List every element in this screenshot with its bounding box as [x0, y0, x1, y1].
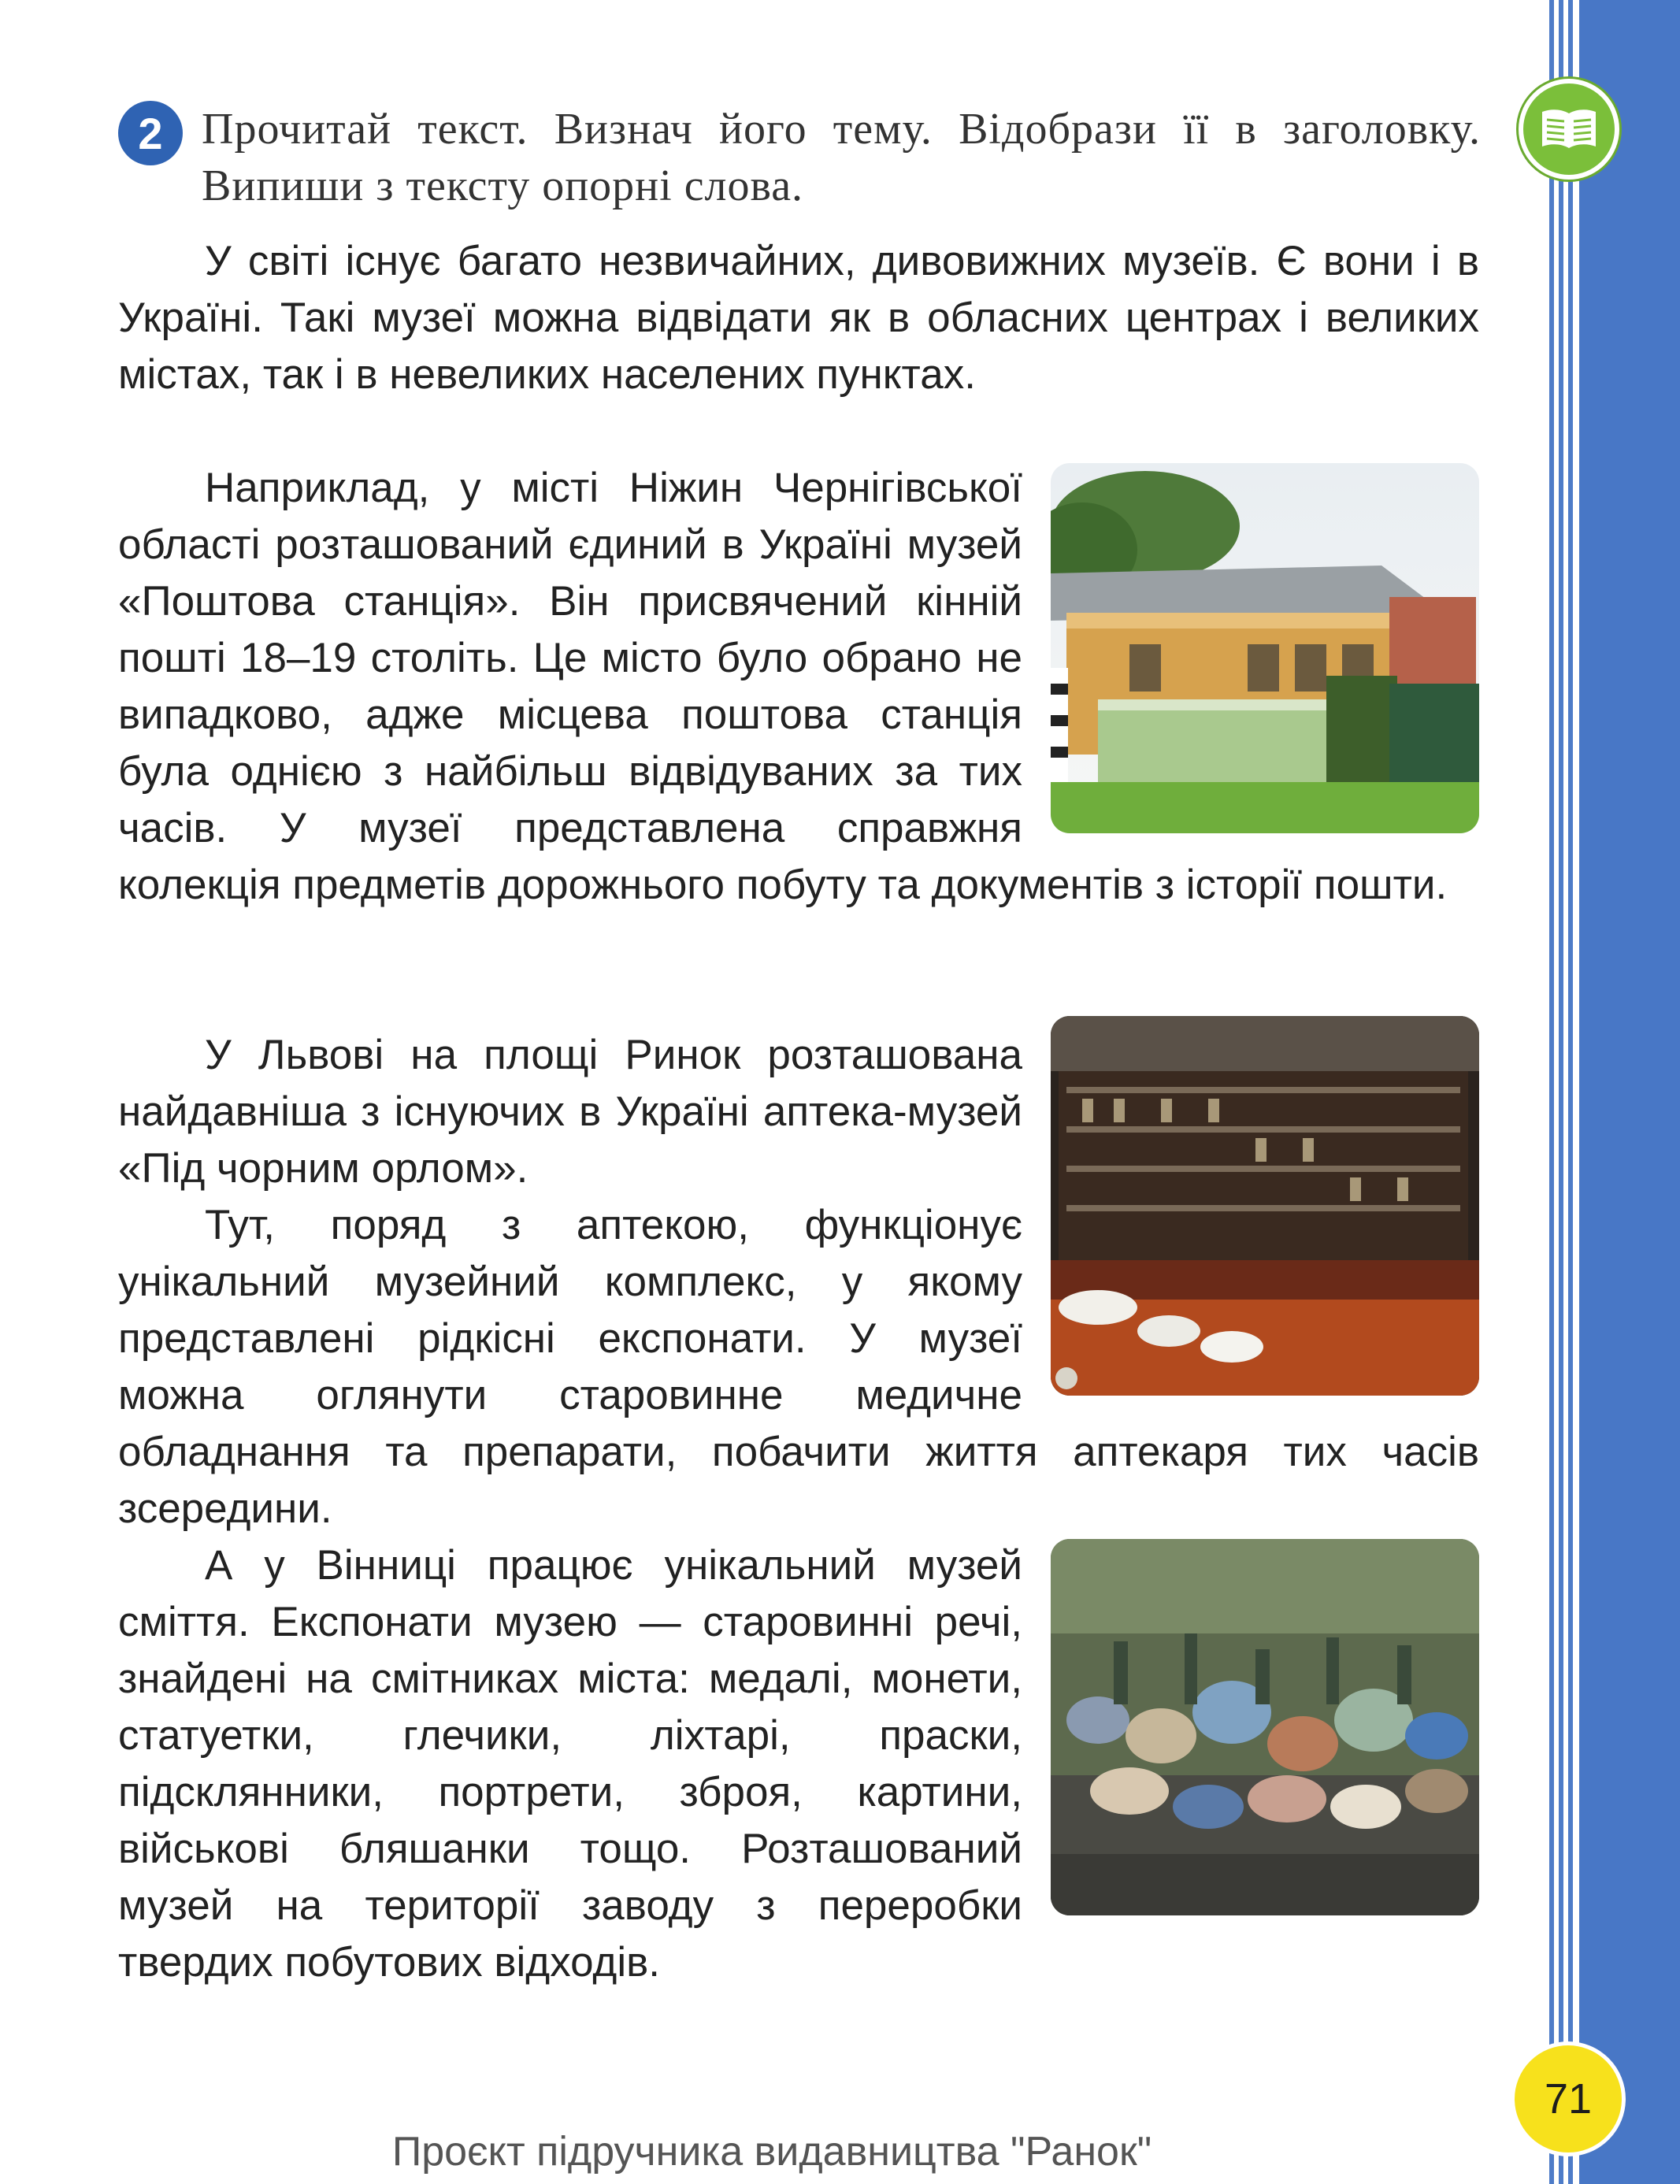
- text-block-lviv: [118, 1027, 1479, 1537]
- paragraph-intro: У світі існує багато незвичайних, дивовижних музеїв. Є вони і в Україні. Такі музеї можна відвідати як в обласних центрах і великих містах, так і в невеликих населених пунктах.: [118, 238, 1479, 398]
- text-block-nizhyn: [118, 460, 1479, 914]
- text-block-vinnytsia: [118, 1537, 1479, 1991]
- photo-pharmacy-museum: [1051, 1016, 1479, 1396]
- paragraph-lviv: У Львові на площі Ринок розташована найдавніша з існуючих в Україні аптека-музей «Під чорним орлом».: [118, 1032, 1022, 1192]
- text-block-intro: [118, 233, 1479, 403]
- footer-note: Проєкт підручника видавництва "Ранок": [391, 2129, 1152, 2175]
- paragraph-pharmacy: Тут, поряд з аптекою, функціонує унікальний музейний комплекс, у якому представлені рідкісні експонати. У музеї можна оглянути старовинне медичне обладнання та препарати, побачити життя аптекаря тих часів зсередини.: [118, 1202, 1479, 1532]
- task-number-badge: 2: [118, 101, 183, 165]
- open-book-icon: [1539, 107, 1599, 151]
- task-instruction: Прочитай текст. Визнач його тему. Відобрази її в заголовку. Випиши з тексту опорні слова.: [202, 105, 1481, 210]
- reading-badge: [1519, 79, 1619, 180]
- page-side-border: [1538, 0, 1680, 2184]
- photo-garbage-museum: [1051, 1539, 1479, 1915]
- photo-postal-station: [1051, 463, 1479, 833]
- page-number: 71: [1511, 2041, 1626, 2156]
- task-block: [118, 101, 1481, 214]
- paragraph-nizhyn: Наприклад, у місті Ніжин Чернігівської області розташований єдиний в Україні музей «Поштова станція». Він присвячений кінній пошті 18–19 століть. Це місто було обрано не випадково, адже місцева поштова станція була однією з найбільш відвідуваних за тих часів. У музеї представлена справжня колекція предметів дорожнього побуту та документів з історії пошти.: [118, 465, 1448, 908]
- paragraph-vinnytsia: А у Вінниці працює унікальний музей сміття. Експонати музею — старовинні речі, знайдені на смітниках міста: медалі, монети, статуетки, глечики, ліхтарі, праски, підсклянники, портрети, зброя, картини, військові бляшанки тощо. Розташований музей на території заводу з переробки твердих побутових відходів.: [118, 1542, 1022, 1986]
